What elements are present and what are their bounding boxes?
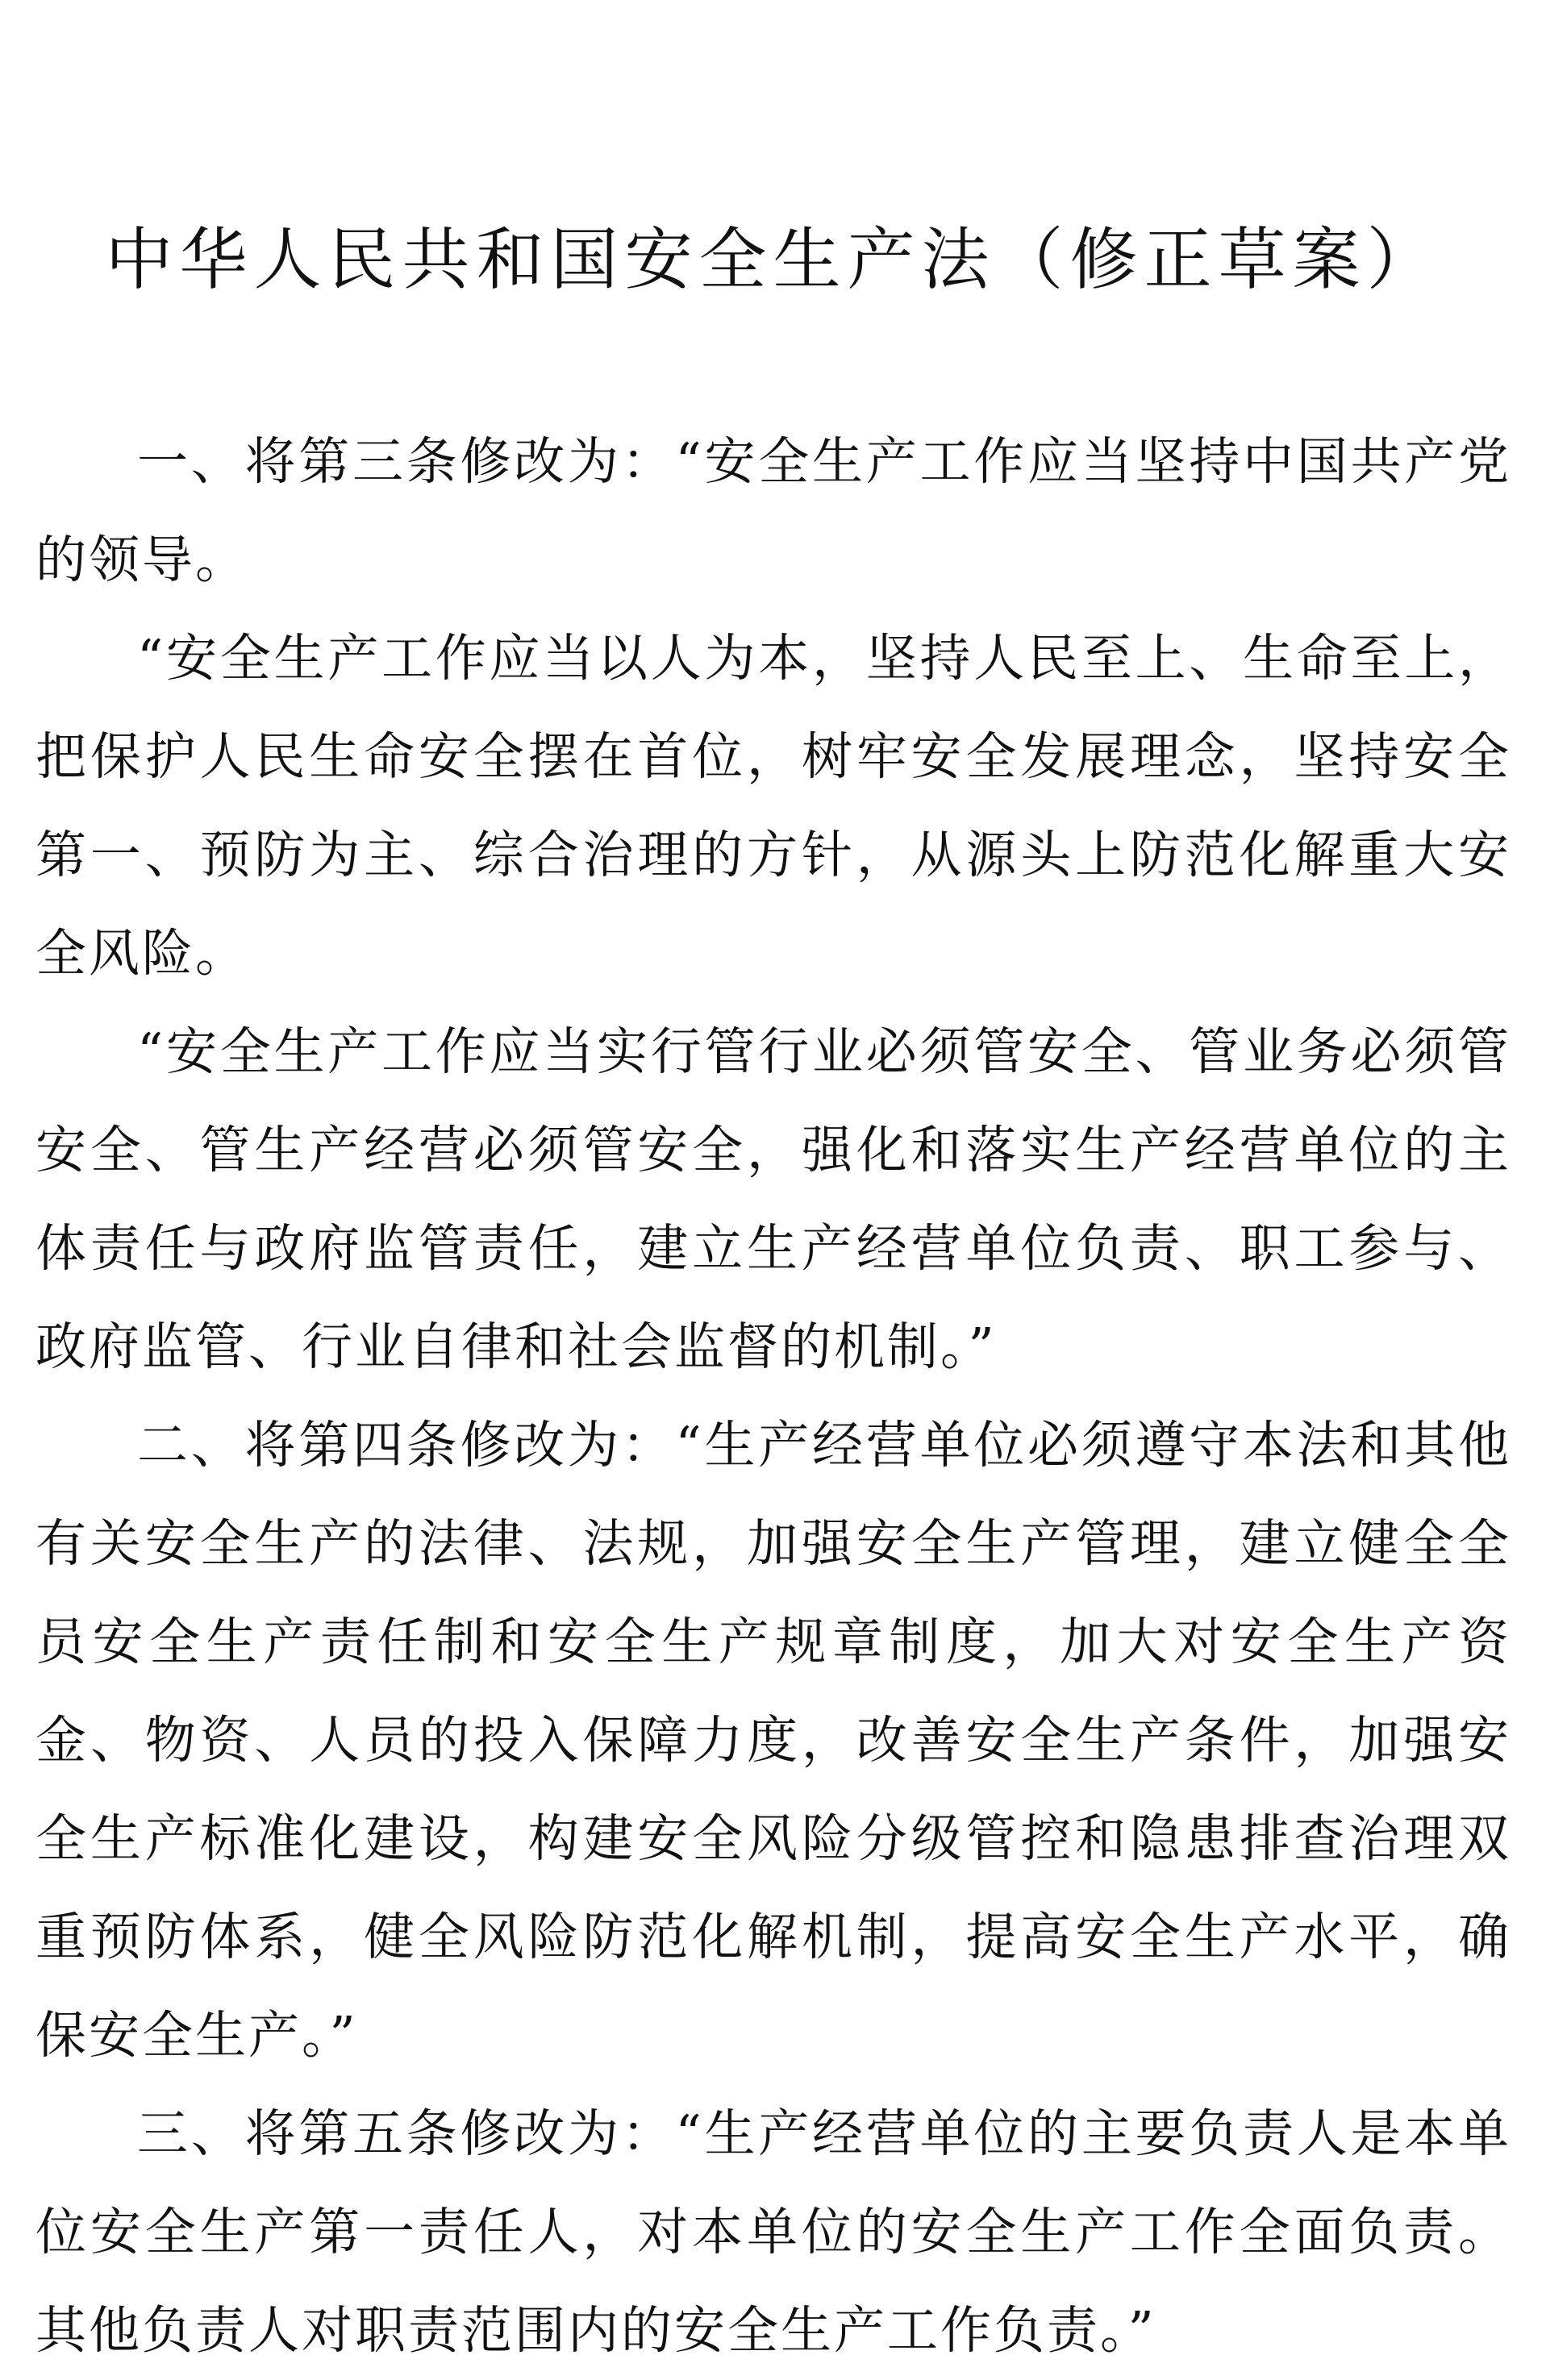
document-title: 中华人民共和国安全生产法（修正草案）	[105, 220, 1441, 299]
paragraph-article-4: 二、将第四条修改为：“生产经营单位必须遵守本法和其他有关安全生产的法律、法规，加强安全生产管理，建立健全全员安全生产责任制和安全生产规章制度，加大对安全生产资金、物资、人员的投入保障力度，改善安全生产条件，加强安全生产标准化建设，构建安全风险分级管控和隐患排查治理双重预防体系，健全风险防范化解机制，提高安全生产水平，确保安全生产。”	[35, 1416, 1511, 2065]
document-body	[35, 413, 1511, 2380]
paragraph-article-3-people-first: “安全生产工作应当以人为本，坚持人民至上、生命至上，把保护人民生命安全摆在首位，树牢安全发展理念，坚持安全第一、预防为主、综合治理的方针，从源头上防范化解重大安全风险。	[35, 629, 1511, 983]
paragraph-article-3-responsibility: “安全生产工作应当实行管行业必须管安全、管业务必须管安全、管生产经营必须管安全，强化和落实生产经营单位的主体责任与政府监管责任，建立生产经营单位负责、职工参与、政府监管、行业自律和社会监督的机制。”	[35, 1022, 1511, 1376]
paragraph-article-3-intro: 一、将第三条修改为：“安全生产工作应当坚持中国共产党的领导。	[35, 432, 1511, 589]
paragraph-article-5: 三、将第五条修改为：“生产经营单位的主要负责人是本单位安全生产第一责任人，对本单位的安全生产工作全面负责。其他负责人对职责范围内的安全生产工作负责。”	[35, 2104, 1511, 2360]
